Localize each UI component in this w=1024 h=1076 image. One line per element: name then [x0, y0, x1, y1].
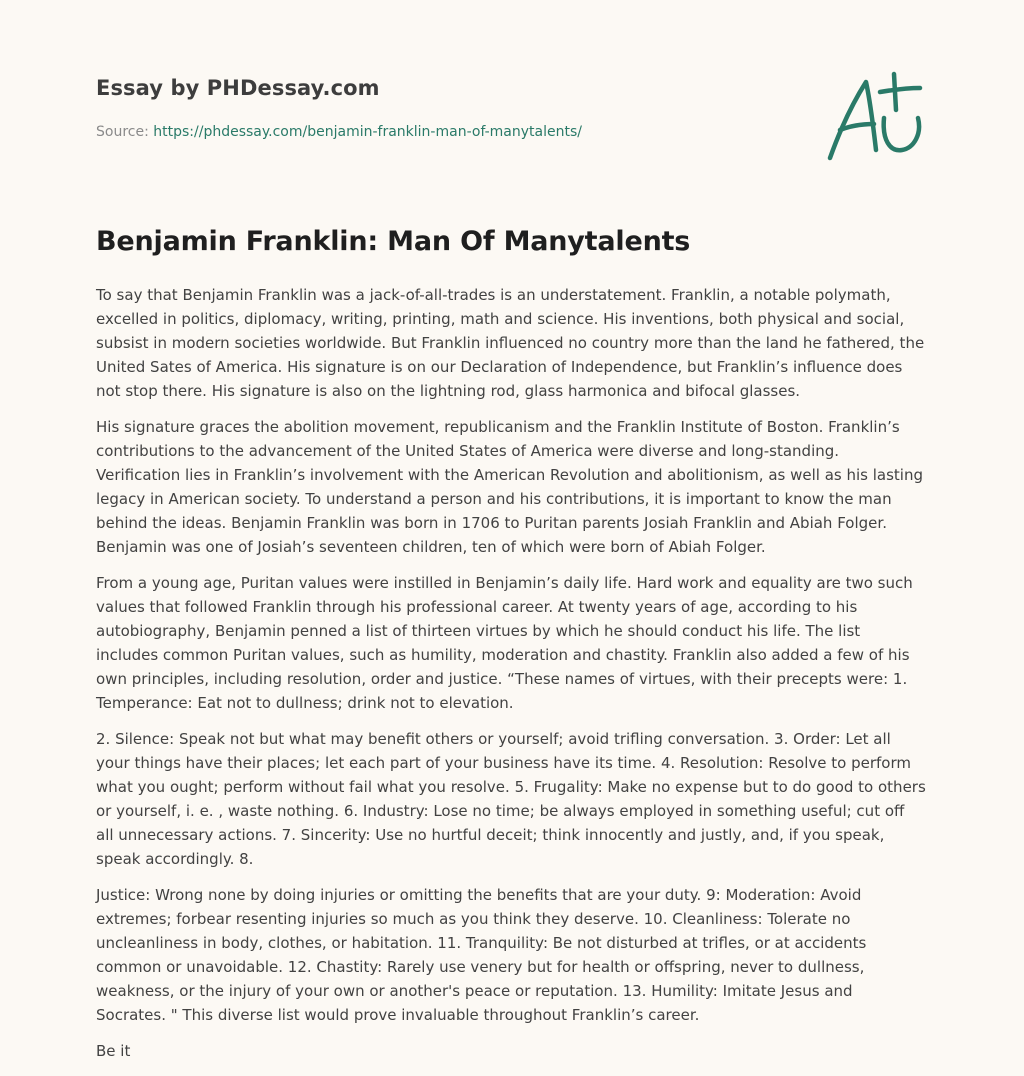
a-plus-logo-icon: [826, 66, 926, 166]
site-title: Essay by PHDessay.com: [96, 76, 380, 100]
essay-paragraph: Be it: [96, 1042, 131, 1060]
essay-body: [96, 283, 926, 1075]
essay-paragraph: Justice: Wrong none by doing injuries or omitting the benefits that are your duty. 9: Moderation: Avoid extremes; forbear resenting injuries so much as you think they deserve. 10. Cleanliness: Tolerate no uncleanliness in body, clothes, or habitation. 11. Tranquility: Be not disturbed at trifles, or at accidents common or unavoidable. 12. Chastity: Rarely use venery but for health or offspring, never to dullness, weakness, or the injury of your own or another's peace or reputation. 13. Humility: Imitate Jesus and Socrates. " This diverse list would prove invaluable throughout Franklin’s career.: [96, 886, 867, 1024]
essay-paragraph: His signature graces the abolition movement, republicanism and the Franklin Institute of Boston. Franklin’s contributions to the advancement of the United States of America were diverse and long-standing. Verification lies in Franklin’s involvement with the American Revolution and abolitionism, as well as his lasting legacy in American society. To understand a person and his contributions, it is important to know the man behind the ideas. Benjamin Franklin was born in 1706 to Puritan parents Josiah Franklin and Abiah Folger. Benjamin was one of Josiah’s seventeen children, ten of which were born of Abiah Folger.: [96, 418, 923, 556]
essay-paragraph: 2. Silence: Speak not but what may benefit others or yourself; avoid trifling conversation. 3. Order: Let all your things have their places; let each part of your business have its time. 4. Resolution: Resolve to perform what you ought; perform without fail what you resolve. 5. Frugality: Make no expense but to do good to others or yourself, i. e. , waste nothing. 6. Industry: Lose no time; be always employed in something useful; cut off all unnecessary actions. 7. Sincerity: Use no hurtful deceit; think innocently and justly, and, if you speak, speak accordingly. 8.: [96, 730, 926, 868]
page-header: [96, 0, 930, 190]
essay-paragraph: To say that Benjamin Franklin was a jack-of-all-trades is an understatement. Franklin, a notable polymath, excelled in politics, diplomacy, writing, printing, math and science. His inventions, both physical and social, subsist in modern societies worldwide. But Franklin influenced no country more than the land he fathered, the United Sates of America. His signature is on our Declaration of Independence, but Franklin’s influence does not stop there. His signature is also on the lightning rod, glass harmonica and bifocal glasses.: [96, 286, 925, 400]
source-link[interactable]: https://phdessay.com/benjamin-franklin-man-of-manytalents/: [153, 124, 582, 140]
essay-paragraph: From a young age, Puritan values were instilled in Benjamin’s daily life. Hard work and equality are two such values that followed Franklin through his professional career. At twenty years of age, according to his autobiography, Benjamin penned a list of thirteen virtues by which he should conduct his life. The list includes common Puritan values, such as humility, moderation and chastity. Franklin also added a few of his own principles, including resolution, order and justice. “These names of virtues, with their precepts were: 1. Temperance: Eat not to dullness; drink not to elevation.: [96, 574, 913, 712]
source-label: Source:: [96, 124, 149, 140]
essay-page: [96, 0, 930, 1060]
essay-title: Benjamin Franklin: Man Of Manytalents: [96, 226, 691, 257]
source-line: [96, 124, 582, 140]
